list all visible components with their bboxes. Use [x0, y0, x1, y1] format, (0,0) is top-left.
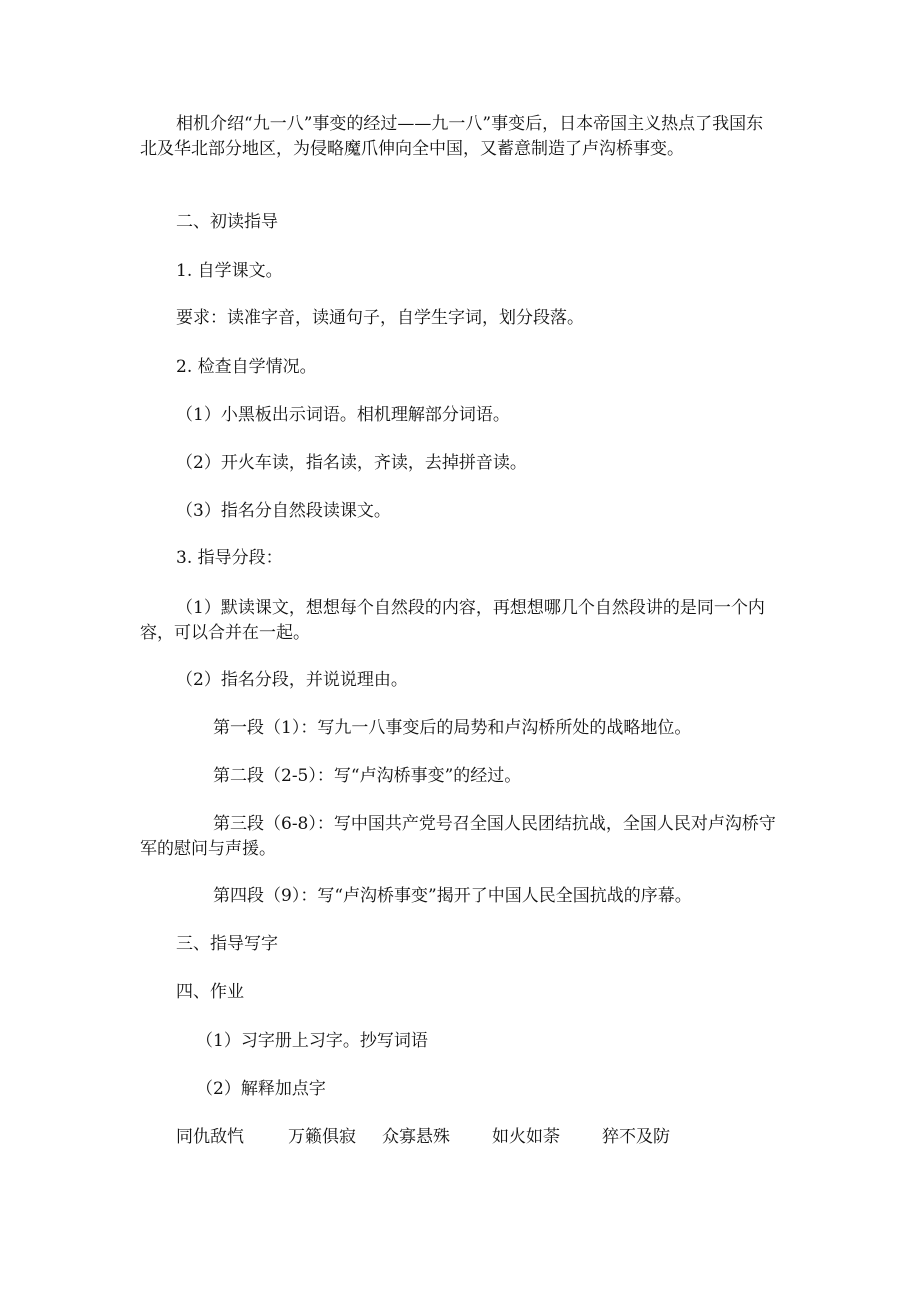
item-3-sub-1: （1）默读课文，想想每个自然段的内容，再想想哪几个自然段讲的是同一个内容，可以合并在一起。 — [140, 598, 765, 643]
item-2: 2. 检查自学情况。 — [176, 357, 317, 377]
section-two-heading: 二、初读指导 — [176, 212, 278, 232]
idiom-item: 猝不及防 — [602, 1127, 670, 1147]
item-1: 1. 自学课文。 — [176, 261, 283, 281]
idiom-item: 同仇敌忾 — [176, 1127, 244, 1147]
idiom-item: 万籁俱寂 — [288, 1127, 356, 1147]
section-three-heading: 三、指导写字 — [176, 934, 278, 954]
item-2-sub-3: （3）指名分自然段读课文。 — [176, 501, 391, 521]
segment-4: 第四段（9）：写“卢沟桥事变”揭开了中国人民全国抗战的序幕。 — [213, 886, 692, 906]
segment-1: 第一段（1）：写九一八事变后的局势和卢沟桥所处的战略地位。 — [213, 718, 692, 738]
item-2-sub-2: （2）开火车读，指名读，齐读，去掉拼音读。 — [176, 453, 527, 473]
idiom-list — [176, 1125, 670, 1150]
idiom-item: 如火如荼 — [492, 1127, 560, 1147]
homework-2: （2）解释加点字 — [196, 1079, 326, 1099]
homework-1: （1）习字册上习字。抄写词语 — [196, 1031, 428, 1051]
requirements-text: 要求：读准字音，读通句子，自学生字词，划分段落。 — [176, 308, 584, 328]
segment-2: 第二段（2-5）：写“卢沟桥事变”的经过。 — [213, 766, 522, 786]
idiom-item: 众寡悬殊 — [382, 1127, 450, 1147]
item-3: 3. 指导分段： — [176, 548, 283, 568]
segment-3: 第三段（6-8）：写中国共产党号召全国人民团结抗战，全国人民对卢沟桥守军的慰问与声援。 — [140, 814, 776, 859]
section-four-heading: 四、作业 — [176, 982, 244, 1002]
item-2-sub-1: （1）小黑板出示词语。相机理解部分词语。 — [176, 405, 510, 425]
item-3-sub-2: （2）指名分段，并说说理由。 — [176, 670, 408, 690]
intro-paragraph: 相机介绍“九一八”事变的经过——九一八”事变后，日本帝国主义热点了我国东北及华北部分地区，为侵略魔爪伸向全中国，又蓄意制造了卢沟桥事变。 — [140, 114, 764, 159]
